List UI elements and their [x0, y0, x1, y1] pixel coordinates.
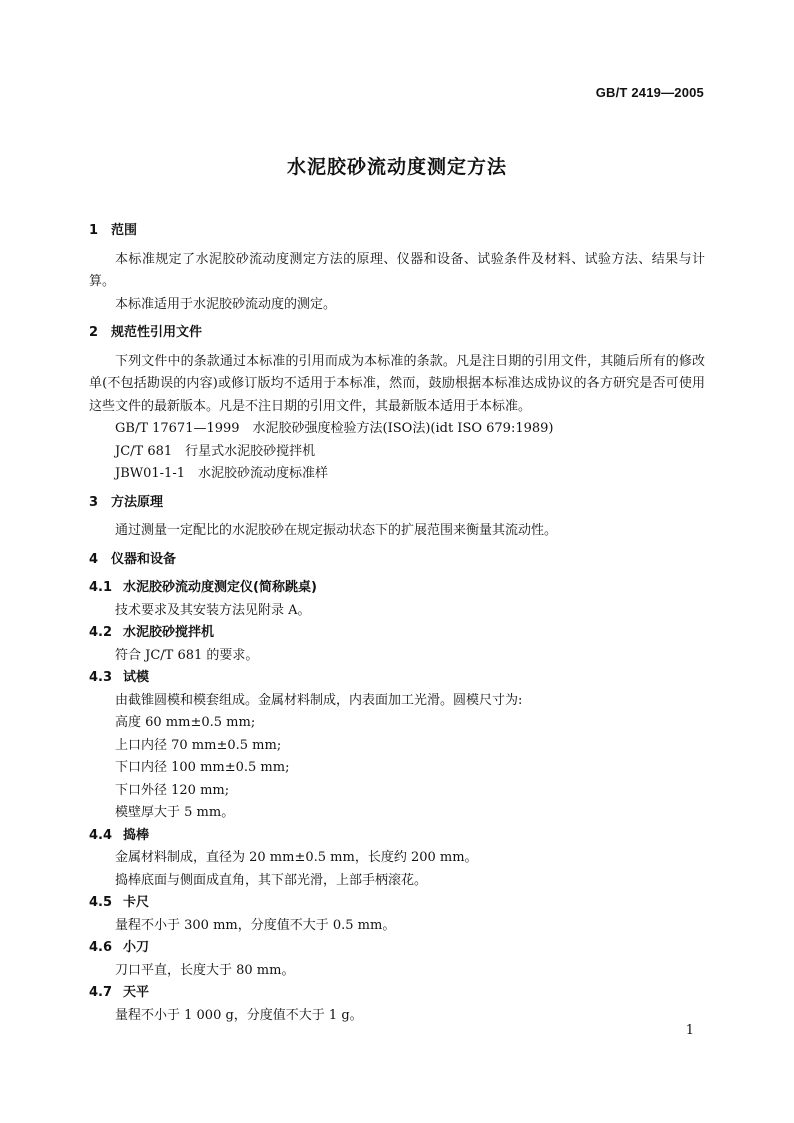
text-line: 量程不小于 1 000 g，分度值不大于 1 g。 [115, 1007, 363, 1023]
text-line: 模壁厚大于 5 mm。 [115, 805, 235, 820]
subsection-title: 水泥胶砂搅拌机 [123, 625, 215, 640]
subsection-number: 4.1 [89, 580, 113, 595]
text-line: 捣棒底面与侧面成直角，其下部光滑，上部手柄滚花。 [115, 872, 428, 888]
subsection-number: 4.3 [89, 670, 113, 685]
subsection-number: 4.6 [89, 940, 113, 955]
text-line: 由截锥圆模和模套组成。金属材料制成，内表面加工光滑。圆模尺寸为: [115, 692, 523, 708]
text-line: 下口内径 100 mm±0.5 mm; [115, 760, 290, 775]
subsection-number: 4.2 [89, 625, 113, 640]
reference-item: JBW01-1-1 水泥胶砂流动度标准样 [115, 466, 328, 481]
reference-item: JC/T 681 行星式水泥胶砂搅拌机 [115, 443, 316, 459]
text-line: 量程不小于 300 mm，分度值不大于 0.5 mm。 [115, 917, 396, 933]
text-line: 上口内径 70 mm±0.5 mm; [115, 737, 282, 753]
paragraph: 本标准规定了水泥胶砂流动度测定方法的原理、仪器和设备、试验条件及材料、试验方法、结果与计算。 [89, 251, 705, 289]
reference-item: GB/T 17671—1999 水泥胶砂强度检验方法(ISO法)(idt ISO 679:1989) [115, 421, 554, 436]
section-number: 3 [89, 494, 99, 510]
subsection-heading [89, 667, 705, 690]
paragraph: 本标准适用于水泥胶砂流动度的测定。 [115, 296, 337, 312]
section-number: 2 [89, 325, 99, 340]
standard-code: GB/T 2419—2005 [595, 85, 704, 100]
subsection-title: 卡尺 [123, 895, 150, 910]
text-line: 技术要求及其安装方法见附录 A。 [115, 602, 311, 618]
document-body [89, 214, 705, 1027]
section-number: 4 [89, 551, 99, 567]
paragraph: 通过测量一定配比的水泥胶砂在规定振动状态下的扩展范围来衡量其流动性。 [115, 523, 558, 538]
subsection-number: 4.7 [89, 985, 113, 1000]
subsection-heading [89, 825, 705, 848]
subsection-title: 捣棒 [123, 827, 150, 843]
subsection-number: 4.5 [89, 895, 113, 910]
text-line: 高度 60 mm±0.5 mm; [115, 715, 256, 730]
subsection-heading [89, 577, 705, 600]
subsection-heading [89, 937, 705, 960]
section-heading [89, 220, 705, 243]
section-number: 1 [89, 223, 99, 238]
subsection-title: 天平 [123, 985, 150, 1000]
section-title: 方法原理 [111, 494, 164, 510]
text-line: 金属材料制成，直径为 20 mm±0.5 mm，长度约 200 mm。 [115, 850, 478, 865]
subsection-heading [89, 622, 705, 645]
subsection-heading [89, 892, 705, 915]
section-heading [89, 492, 705, 515]
section-title: 范围 [111, 223, 138, 238]
document-title: 水泥胶砂流动度测定方法 [286, 156, 507, 178]
section-heading [89, 322, 705, 345]
subsection-title: 小刀 [123, 940, 150, 955]
page-number: 1 [685, 1023, 694, 1038]
subsection-title: 试模 [123, 670, 150, 685]
section-title: 规范性引用文件 [111, 325, 203, 340]
section-title: 仪器和设备 [111, 551, 177, 567]
subsection-heading [89, 982, 705, 1005]
subsection-number: 4.4 [89, 827, 113, 843]
subsection-title: 水泥胶砂流动度测定仪(简称跳桌) [123, 580, 317, 595]
paragraph: 下列文件中的条款通过本标准的引用而成为本标准的条款。凡是注日期的引用文件，其随后所有的修改单(不包括勘误的内容)或修订版均不适用于本标准，然而，鼓励根据本标准达成协议的各方研究是否可使用这些文件的最新版本。凡是不注日期的引用文件，其最新版本适用于本标准。 [89, 353, 705, 414]
text-line: 刀口平直，长度大于 80 mm。 [115, 962, 295, 978]
section-heading [89, 549, 705, 572]
text-line: 下口外径 120 mm; [115, 782, 230, 798]
text-line: 符合 JC/T 681 的要求。 [115, 647, 259, 663]
